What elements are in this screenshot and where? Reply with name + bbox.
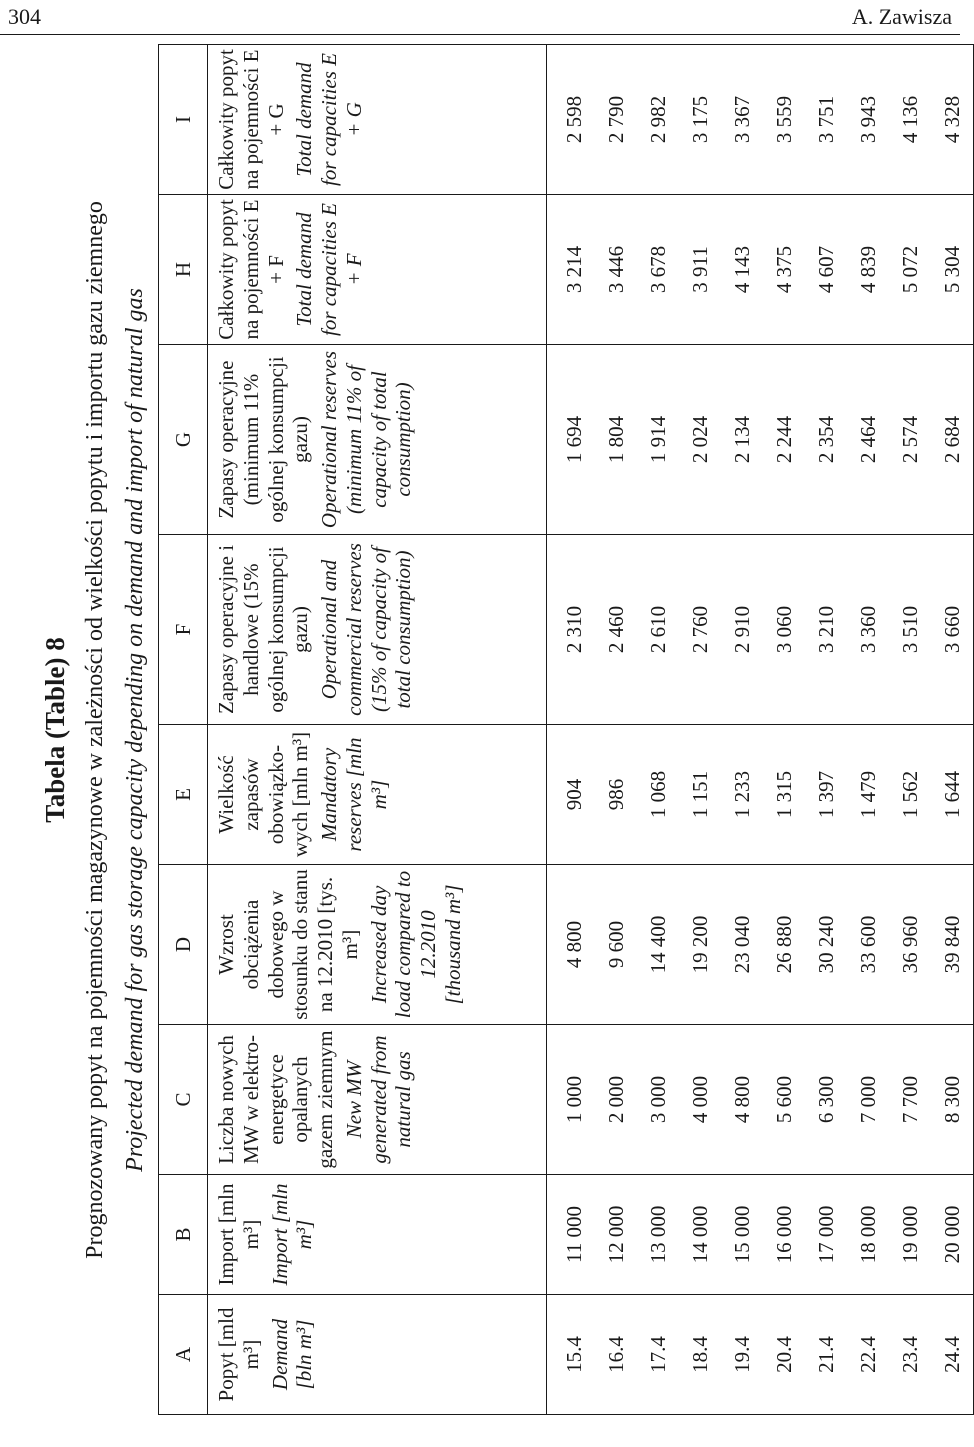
table-cell: 20 000 — [931, 1175, 974, 1295]
table-cell: 7 000 — [847, 1025, 889, 1175]
table-cell: 3 210 — [805, 535, 847, 725]
table-cell: 11 000 — [547, 1175, 596, 1295]
table-cell: 4 000 — [679, 1025, 721, 1175]
table-cell: 2 760 — [679, 535, 721, 725]
table-cell: 904 — [547, 725, 596, 865]
table-cell: 2 684 — [931, 345, 974, 535]
running-head: A. Zawisza — [851, 4, 952, 29]
table-cell: 2 598 — [547, 45, 596, 195]
column-letter: F — [159, 535, 208, 725]
table-cell: 3 446 — [595, 195, 637, 345]
table-cell: 4 136 — [889, 45, 931, 195]
table-cell: 3 060 — [763, 535, 805, 725]
table-label: Tabela (Table) 8 — [40, 637, 70, 823]
table-cell: 1 397 — [805, 725, 847, 865]
table-cell: 2 310 — [547, 535, 596, 725]
table-cell: 18.4 — [679, 1295, 721, 1415]
table-row — [847, 45, 889, 1415]
data-table — [158, 44, 974, 1415]
table-cell: 24.4 — [931, 1295, 974, 1415]
table-cell: 14 000 — [679, 1175, 721, 1295]
header-english: Demand [bln m³] — [267, 1318, 317, 1391]
header-english: Total demand for capacities E + G — [292, 53, 366, 186]
table-cell: 23.4 — [889, 1295, 931, 1415]
header-polish: Popyt [mld m³] — [214, 1307, 263, 1402]
header-polish: Wzrost obciążenia dobowego w stosunku do stanu na 12.2010 [tys. m³] — [214, 869, 362, 1020]
table-cell: 3 510 — [889, 535, 931, 725]
table-cell: 8 300 — [931, 1025, 974, 1175]
table-row — [679, 45, 721, 1415]
table-cell: 5 600 — [763, 1025, 805, 1175]
table-row — [595, 45, 637, 1415]
table-cell: 3 360 — [847, 535, 889, 725]
table-cell: 13 000 — [637, 1175, 679, 1295]
table-cell: 3 367 — [721, 45, 763, 195]
table-cell: 1 562 — [889, 725, 931, 865]
table-row — [637, 45, 679, 1415]
table-cell: 1 068 — [637, 725, 679, 865]
table-cell: 21.4 — [805, 1295, 847, 1415]
table-cell: 1 644 — [931, 725, 974, 865]
header-polish: Zapasy operacyjne i handlowe (15% ogólnej konsumpcji gazu) — [214, 544, 313, 715]
column-header — [208, 725, 547, 865]
table-cell: 2 574 — [889, 345, 931, 535]
column-letter: E — [159, 725, 208, 865]
table-cell: 16.4 — [595, 1295, 637, 1415]
table-cell: 17 000 — [805, 1175, 847, 1295]
table-caption-english: Projected demand for gas storage capacity depending on demand and import of natural gas — [122, 288, 148, 1172]
header-english: New MW generated from natural gas — [341, 1035, 416, 1164]
table-cell: 12 000 — [595, 1175, 637, 1295]
table-cell: 2 354 — [805, 345, 847, 535]
table-cell: 3 678 — [637, 195, 679, 345]
table-cell: 33 600 — [847, 865, 889, 1025]
table-cell: 2 460 — [595, 535, 637, 725]
column-letter: D — [159, 865, 208, 1025]
table-cell: 2 000 — [595, 1025, 637, 1175]
table-cell: 1 694 — [547, 345, 596, 535]
table-cell: 1 233 — [721, 725, 763, 865]
table-cell: 4 143 — [721, 195, 763, 345]
table-cell: 5 072 — [889, 195, 931, 345]
column-letter: H — [159, 195, 208, 345]
table-cell: 20.4 — [763, 1295, 805, 1415]
table-cell: 986 — [595, 725, 637, 865]
table-cell: 2 464 — [847, 345, 889, 535]
table-cell: 22.4 — [847, 1295, 889, 1415]
table-cell: 1 151 — [679, 725, 721, 865]
header-polish: Import [mln m³] — [214, 1183, 263, 1286]
header-english: Total demand for capacities E + F — [292, 203, 366, 336]
table-cell: 36 960 — [889, 865, 931, 1025]
header-rule — [0, 34, 960, 35]
table-cell: 1 914 — [637, 345, 679, 535]
header-english: Import [mln m³] — [267, 1183, 317, 1286]
table-cell: 3 175 — [679, 45, 721, 195]
table-cell: 26 880 — [763, 865, 805, 1025]
table-cell: 2 024 — [679, 345, 721, 535]
column-header — [208, 45, 547, 195]
header-polish: Liczba nowych MW w elektro-energetyce opalanych gazem ziemnym — [214, 1030, 338, 1169]
table-cell: 39 840 — [931, 865, 974, 1025]
table-cell: 4 375 — [763, 195, 805, 345]
header-polish: Całkowity popyt na pojemności E + F — [214, 199, 288, 340]
column-header — [208, 1295, 547, 1415]
table-cell: 4 607 — [805, 195, 847, 345]
table-cell: 19 200 — [679, 865, 721, 1025]
table-cell: 16 000 — [763, 1175, 805, 1295]
table-cell: 3 559 — [763, 45, 805, 195]
header-english: Increased day load compared to 12.2010 [thousand m³] — [366, 870, 465, 1019]
table-row — [805, 45, 847, 1415]
table-cell: 3 660 — [931, 535, 974, 725]
table-cell: 15.4 — [547, 1295, 596, 1415]
column-header — [208, 1025, 547, 1175]
header-english: Operational and commercial reserves (15% of capacity of total consumption) — [317, 543, 416, 716]
table-cell: 5 304 — [931, 195, 974, 345]
table-row — [889, 45, 931, 1415]
table-cell: 3 943 — [847, 45, 889, 195]
table-cell: 7 700 — [889, 1025, 931, 1175]
table-cell: 9 600 — [595, 865, 637, 1025]
column-header — [208, 345, 547, 535]
table-row — [721, 45, 763, 1415]
column-letter: C — [159, 1025, 208, 1175]
table-row — [763, 45, 805, 1415]
table-cell: 4 800 — [721, 1025, 763, 1175]
table-cell: 1 000 — [547, 1025, 596, 1175]
table-cell: 4 839 — [847, 195, 889, 345]
table-cell: 6 300 — [805, 1025, 847, 1175]
header-english: Operational reserves (minimum 11% of capacity of total consumption) — [317, 350, 416, 529]
header-polish: Wielkość zapasów obowiązko-wych [mln m³] — [214, 731, 313, 858]
table-cell: 3 911 — [679, 195, 721, 345]
table-body — [547, 45, 974, 1415]
page-number: 304 — [8, 4, 41, 29]
table-cell: 1 315 — [763, 725, 805, 865]
column-letter: A — [159, 1295, 208, 1415]
table-cell: 1 479 — [847, 725, 889, 865]
column-header — [208, 1175, 547, 1295]
table-cell: 2 244 — [763, 345, 805, 535]
column-letter: B — [159, 1175, 208, 1295]
column-description-row — [208, 45, 547, 1415]
header-polish: Całkowity popyt na pojemności E + G — [214, 49, 288, 190]
table-cell: 18 000 — [847, 1175, 889, 1295]
column-letter: I — [159, 45, 208, 195]
table-cell: 2 790 — [595, 45, 637, 195]
table-cell: 19 000 — [889, 1175, 931, 1295]
table-cell: 4 328 — [931, 45, 974, 195]
table-caption-polish: Prognozowany popyt na pojemności magazynowe w zależności od wielkości popytu i importu gazu ziemnego — [82, 201, 108, 1259]
header-polish: Zapasy operacyjne (minimum 11% ogólnej konsumpcji gazu) — [214, 356, 313, 523]
table-row — [547, 45, 596, 1415]
table-cell: 15 000 — [721, 1175, 763, 1295]
table-cell: 19.4 — [721, 1295, 763, 1415]
column-header — [208, 865, 547, 1025]
table-row — [931, 45, 974, 1415]
column-letter-row — [159, 45, 208, 1415]
table-cell: 1 804 — [595, 345, 637, 535]
column-header — [208, 535, 547, 725]
column-header — [208, 195, 547, 345]
table-cell: 2 610 — [637, 535, 679, 725]
table-cell: 30 240 — [805, 865, 847, 1025]
header-english: Mandatory reserves [mln m³] — [317, 737, 391, 852]
column-letter: G — [159, 345, 208, 535]
rotated-table-block — [40, 40, 964, 1420]
table-cell: 2 134 — [721, 345, 763, 535]
table-cell: 4 800 — [547, 865, 596, 1025]
table-cell: 2 910 — [721, 535, 763, 725]
table-cell: 3 214 — [547, 195, 596, 345]
table-cell: 3 751 — [805, 45, 847, 195]
table-cell: 23 040 — [721, 865, 763, 1025]
table-cell: 3 000 — [637, 1025, 679, 1175]
table-cell: 2 982 — [637, 45, 679, 195]
table-cell: 14 400 — [637, 865, 679, 1025]
table-cell: 17.4 — [637, 1295, 679, 1415]
